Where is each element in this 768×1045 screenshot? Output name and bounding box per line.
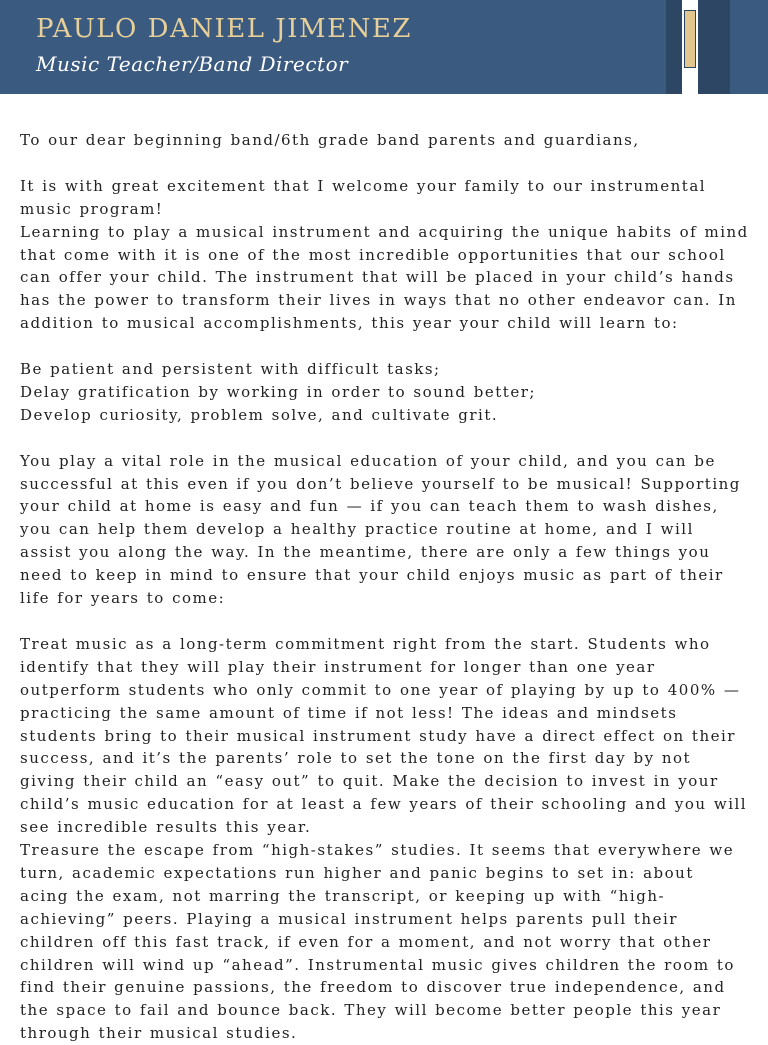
- letterhead-banner: [0, 0, 768, 94]
- letter-greeting: To our dear beginning band/6th grade band parents and guardians,: [20, 131, 640, 149]
- letter-paragraph: Treat music as a long-term commitment right from the start. Students who identify that they will play their instrument for longer than one year outperform students who only commit to one year of playing by up to 400% — practicing the same amount of time if not less! The ideas and mindsets students bring to their musical instrument study have a direct effect on their success, and it’s the parents’ role to set the tone on the first day by not giving their child an “easy out” to quit. Make the decision to invest in your child’s music education for at least a few years of their schooling and you will see incredible results this year.: [20, 634, 748, 837]
- skill-item: Develop curiosity, problem solve, and cultivate grit.: [20, 405, 499, 424]
- skill-item: Be patient and persistent with difficult tasks;: [20, 360, 441, 379]
- skill-item: Delay gratification by working in order to sound better;: [20, 382, 536, 401]
- author-name: PAULO DANIEL JIMENEZ: [36, 14, 412, 44]
- decorative-stripe: [684, 10, 696, 68]
- author-title: Music Teacher/Band Director: [36, 52, 349, 76]
- letter-paragraph: You play a vital role in the musical education of your child, and you can be successful at this even if you don’t believe yourself to be musical! Supporting your child at home is easy and fun — if you can teach them to wash dishes, you can help them develop a healthy practice routine at home, and I will assist you along the way. In the meantime, there are only a few things you need to keep in mind to ensure that your child enjoys music as part of their life for years to come:: [20, 451, 741, 608]
- letter-paragraph: Learning to play a musical instrument and acquiring the unique habits of mind that come with it is one of the most incredible opportunities that our school can offer your child. The instrument that will be placed in your child’s hands has the power to transform their lives in ways that no other endeavor can. In addition to musical accomplishments, this year your child will learn to:: [20, 222, 749, 333]
- letter-body: [20, 129, 750, 1045]
- decorative-stripe: [698, 0, 730, 94]
- letter-paragraph: Treasure the escape from “high-stakes” studies. It seems that everywhere we turn, academic expectations run higher and panic begins to set in: about acing the exam, not marring the transcript, or keeping up with “high-achieving” peers. Playing a musical instrument helps parents pull their children off this fast track, if even for a moment, and not worry that other children will wind up “ahead”. Instrumental music gives children the room to find their genuine passions, the freedom to discover true independence, and the space to fail and bounce back. They will become better people this year through their musical studies.: [20, 841, 735, 1043]
- letter-paragraph: It is with great excitement that I welcome your family to our instrumental music program!: [20, 176, 707, 218]
- decorative-stripe: [666, 0, 682, 94]
